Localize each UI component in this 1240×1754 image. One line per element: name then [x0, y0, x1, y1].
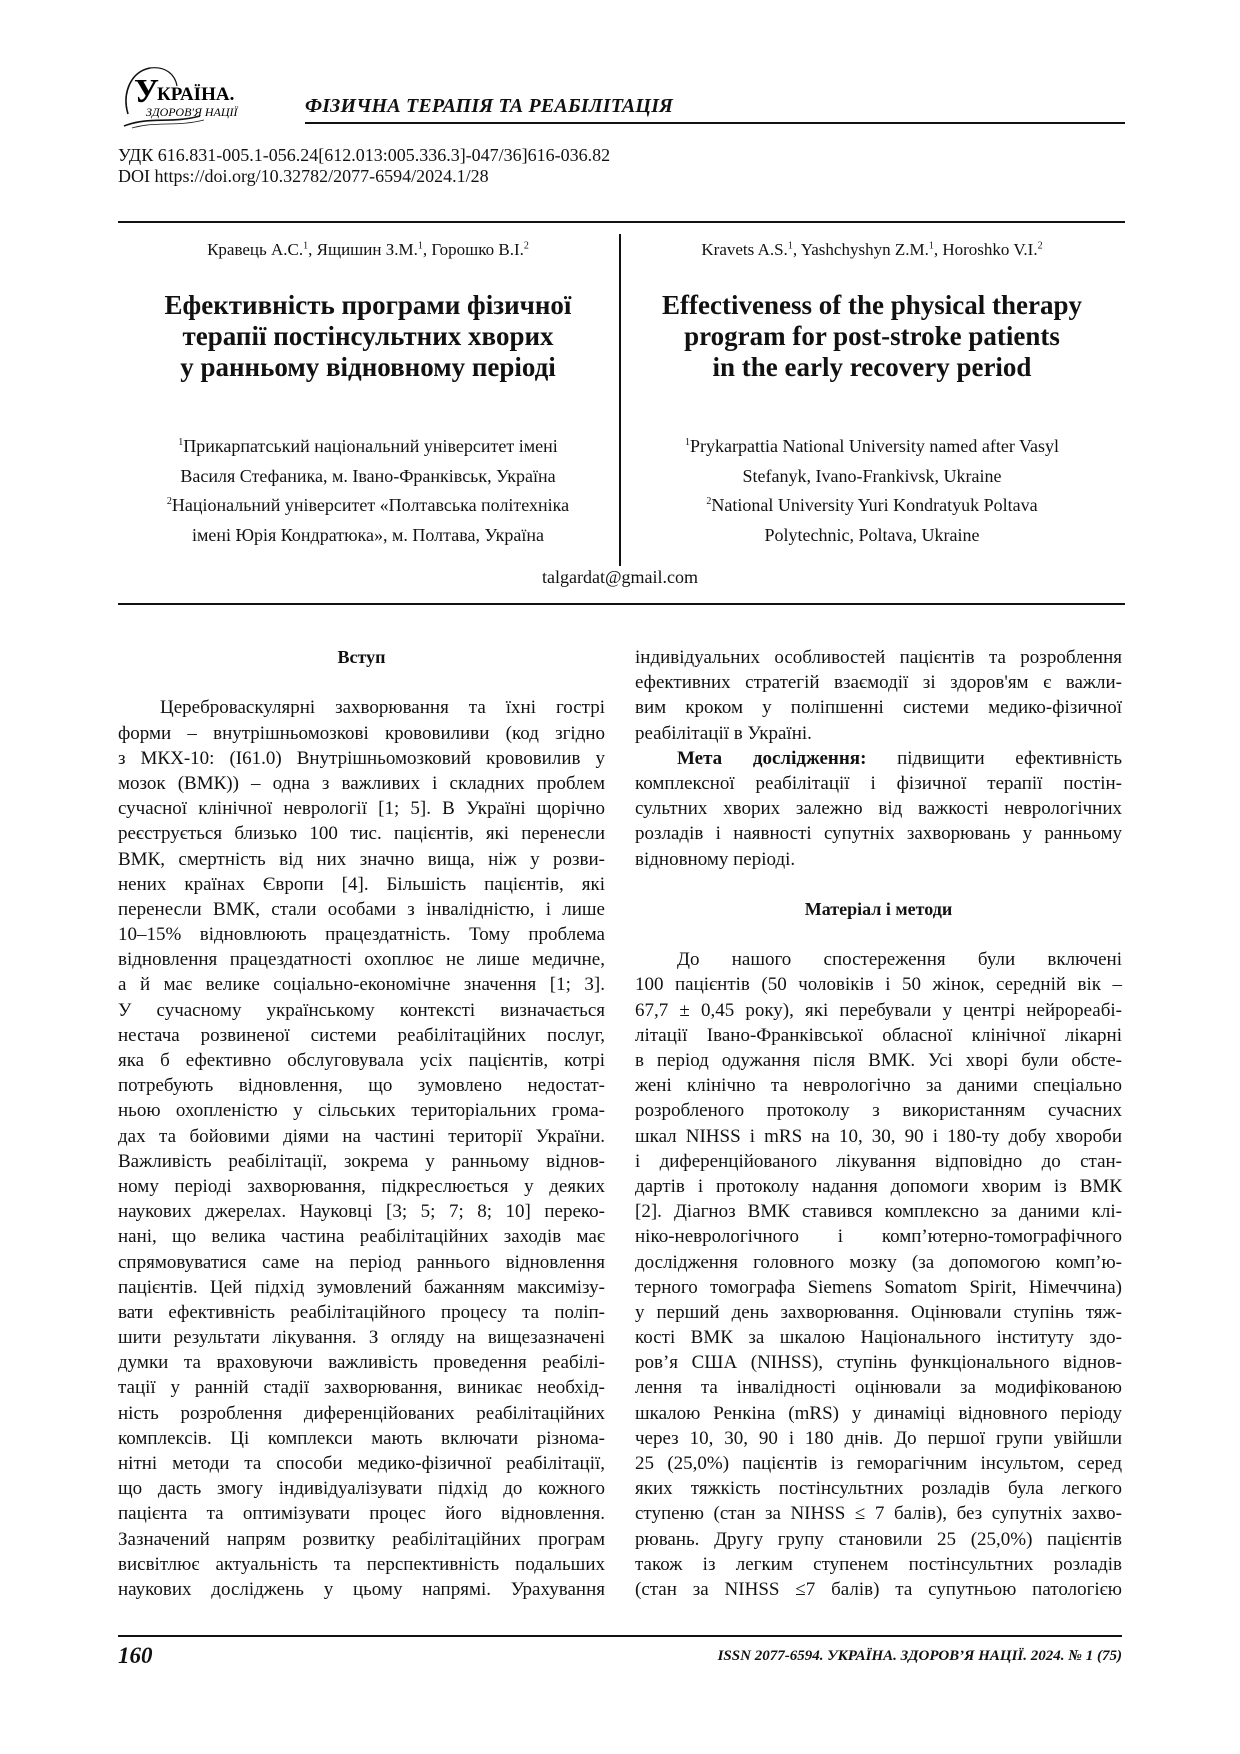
author-name: Yashchyshyn Z.M. — [800, 240, 929, 259]
affiliation-line — [622, 430, 1122, 460]
paragraph-line: Важливість реабілітації, зокрема у ранньому віднов- — [118, 1150, 605, 1172]
author-separator: , — [792, 240, 801, 259]
affiliation-text: Polytechnic, Poltava, Ukraine — [764, 524, 980, 545]
paragraph-line: наукових джерелах. Науковці [3; 5; 7; 8; 10] переко- — [118, 1201, 605, 1223]
affiliation-line — [622, 519, 1122, 549]
footer-rule — [118, 1635, 1122, 1637]
paragraph-line: також із легким ступенем постінсультних розладів — [635, 1553, 1122, 1575]
affiliation-line — [622, 460, 1122, 490]
paragraph-line: комплексів. Ці комплекси мають включати різнома- — [118, 1427, 605, 1449]
affiliation-line — [118, 430, 618, 460]
author-affiliation-mark: 2 — [1037, 240, 1043, 252]
affiliation-text: імені Юрія Кондратюка», м. Полтава, Україна — [192, 524, 544, 545]
paragraph-line: а й має велике соціально-економічне значення [1; 3]. — [118, 974, 605, 996]
paragraph-line: нітні методи та способи медико-фізичної реабілітації, — [118, 1453, 605, 1474]
spacer — [635, 872, 1122, 897]
body-column-left — [118, 645, 605, 1602]
paragraph-line: що дасть змогу індивідуалізувати підхід до кожного — [118, 1478, 605, 1500]
paragraph-line: яка б ефективно обслуговувала усіх пацієнтів, котрі — [118, 1050, 605, 1071]
paragraph-lead: Мета дослідження: — [677, 747, 867, 769]
author-affiliation-mark: 1 — [787, 240, 793, 252]
paragraph-line: з МКХ-10: (I61.0) Внутрішньомозковий крововилив у — [118, 747, 605, 769]
title-line: Effectiveness of the physical therapy — [662, 290, 1082, 320]
paragraph-line-text: підвищити ефективність — [866, 747, 1122, 769]
author-separator: , — [308, 240, 317, 259]
paragraph-line: 100 пацієнтів (50 чоловіків і 50 жінок, середній вік – — [635, 974, 1122, 996]
section-heading: Матеріал і методи — [804, 898, 953, 919]
paragraph-line: До нашого спостереження були включені — [677, 949, 1122, 971]
paragraph-line: вим кроком у поліпшенні системи медико-фізичної — [635, 697, 1122, 719]
paragraph-line: у перший день захворювання. Оцінювали ступінь тяж- — [635, 1301, 1122, 1323]
paragraph-line: наукових досліджень у цьому напрямі. Урахування — [118, 1578, 605, 1600]
svg-text:У: У — [134, 73, 159, 110]
author-affiliation-mark: 2 — [523, 240, 529, 252]
affiliations-ua — [118, 430, 618, 548]
affiliation-text: Stefanyk, Ivano-Frankivsk, Ukraine — [742, 465, 1002, 486]
affiliation-line — [118, 460, 618, 490]
svg-text:ЗДОРОВ'Я НАЦІЇ: ЗДОРОВ'Я НАЦІЇ — [146, 105, 238, 119]
paragraph-line: шкалою Ренкіна (mRS) у динаміці відновного періоду — [635, 1402, 1122, 1424]
paragraph-line: дах та бойовими діями на частині території України. — [118, 1125, 605, 1147]
affiliation-number: 1 — [684, 437, 690, 448]
affiliation-text: Прикарпатський національний університет імені — [183, 436, 558, 456]
paragraph-line: яких тяжкість постінсультних розладів була легкого — [635, 1478, 1122, 1500]
section-heading: Вступ — [337, 647, 386, 667]
paragraph-line: нених країнах Європи [4]. Більшість пацієнтів, які — [118, 873, 605, 895]
paragraph-line: ніко-неврологічного і комп’ютерно-томографічного — [635, 1226, 1122, 1248]
body-column-right — [635, 645, 1122, 1602]
page-number: 160 — [118, 1643, 153, 1668]
title-line: Ефективність програми фізичної — [164, 290, 572, 320]
paragraph-line: У сучасному українському контексті визначається — [118, 999, 605, 1021]
paragraph-line: лення та інвалідності оцінювали за модифікованою — [635, 1377, 1122, 1399]
paragraph-line: ров’я США (NIHSS), ступінь функціонального віднов- — [635, 1352, 1122, 1374]
paragraph-line: думки та враховуючи важливість проведення реабілі- — [118, 1352, 605, 1374]
author-name: Горошко В.І. — [431, 240, 524, 259]
paragraph-line: відновному періоді. — [635, 848, 796, 870]
author-name: Kravets A.S. — [701, 240, 788, 259]
paragraph-line: 10–15% відновлюють працездатність. Тому проблема — [118, 924, 605, 946]
paragraph-line: жені клінічно та неврологічно за даними спеціально — [635, 1075, 1122, 1097]
paragraph-line: терного томографа Siemens Somatom Spirit, Німеччина) — [635, 1276, 1122, 1298]
doi-link[interactable]: DOI https://doi.org/10.32782/2077-6594/2024.1/28 — [118, 166, 489, 186]
affiliations-en — [622, 430, 1122, 548]
author-affiliation-mark: 1 — [303, 240, 309, 252]
title-line: in the early recovery period — [712, 352, 1032, 382]
paragraph-line: через 10, 30, 90 і 180 днів. До першої групи увійшли — [635, 1427, 1122, 1449]
paragraph-line: [2]. Діагноз ВМК ставився комплексно за даними клі- — [635, 1201, 1122, 1223]
journal-logo-image — [120, 64, 285, 130]
paragraph-line: кості ВМК за шкалою Національного інституту здо- — [635, 1327, 1122, 1349]
spacer — [635, 922, 1122, 947]
affiliation-text: National University Yuri Kondratyuk Poltava — [711, 495, 1038, 515]
author-affiliation-mark: 1 — [928, 240, 934, 252]
paragraph-line: розробленого протоколу з використанням сучасних — [635, 1100, 1122, 1122]
paragraph-line — [635, 746, 1122, 771]
affiliation-line — [118, 519, 618, 549]
paragraph-line: (стан за NIHSS ≤7 балів) та супутньою патологією — [635, 1578, 1122, 1600]
paragraph-line: реєструється близько 100 тис. пацієнтів, які перенесли — [118, 823, 605, 845]
author-separator: , — [422, 240, 432, 259]
spacer — [118, 670, 605, 695]
paragraph-line: спрямовуватися саме на період раннього відновлення — [118, 1251, 605, 1273]
paragraph-line: дартів і протоколу надання допомоги хворим із ВМК — [635, 1175, 1122, 1197]
paragraph-line: ступеню (стан за NIHSS ≤ 7 балів), без супутніх захво- — [635, 1503, 1122, 1525]
paragraph-line: ному періоді захворювання, підкреслюється у деяких — [118, 1175, 605, 1197]
journal-logo — [120, 64, 285, 130]
affiliation-line — [118, 489, 618, 519]
paragraph-line: Зазначений напрям розвитку реабілітаційних програм — [118, 1528, 605, 1550]
affiliation-number: 2 — [706, 496, 712, 507]
svg-text:КРАЇНА.: КРАЇНА. — [157, 84, 235, 105]
authors-ua — [118, 240, 618, 260]
paragraph-line: форми – внутрішньомозкові крововиливи (код згідно — [118, 722, 605, 744]
author-name: Horoshko V.I. — [942, 240, 1038, 259]
title-block-top-rule — [118, 221, 1125, 223]
author-affiliation-mark: 1 — [417, 240, 423, 252]
paragraph-line: літації Івано-Франківської обласної клінічної лікарні — [635, 1024, 1122, 1046]
affiliation-line — [622, 489, 1122, 519]
title-line: program for post-stroke patients — [684, 321, 1060, 351]
title-line: терапії постінсультних хворих — [182, 321, 554, 351]
paragraph-line: шкал NIHSS і mRS на 10, 30, 90 і 180-ту добу хвороби — [635, 1125, 1122, 1147]
paragraph-line: пацієнтів. Цей підхід зумовлений бажанням максимізу- — [118, 1276, 605, 1298]
paragraph-line: розладів і наявності супутніх захворювань у ранньому — [635, 823, 1122, 845]
paragraph-line: шити результати лікування. З огляду на вищезазначені — [118, 1327, 605, 1349]
paragraph-line: сучасної клінічної неврології [1; 5]. В Україні щорічно — [118, 798, 605, 820]
journal-section-title: ФІЗИЧНА ТЕРАПІЯ ТА РЕАБІЛІТАЦІЯ — [305, 95, 674, 117]
paragraph-line: і диференційованого лікування відповідно до стан- — [635, 1150, 1122, 1172]
paragraph-line: потребують відновлення, що зумовлено недостат- — [118, 1075, 605, 1097]
paragraph-line: ВМК, смертність від них значно вища, ніж у розви- — [118, 848, 605, 870]
affiliation-number: 1 — [178, 437, 184, 448]
paragraph-line: вати ефективність реабілітаційного процесу та поліп- — [118, 1301, 605, 1323]
contact-email[interactable]: talgardat@gmail.com — [541, 567, 699, 587]
article-title-en — [622, 290, 1122, 383]
journal-issn-footer: ISSN 2077-6594. УКРАЇНА. ЗДОРОВ’Я НАЦІЇ. 2024. № 1 (75) — [717, 1648, 1122, 1664]
paragraph-line: висвітлює актуальність та перспективність подальших — [118, 1553, 605, 1575]
affiliation-text: Василя Стефаника, м. Івано-Франківськ, Україна — [180, 465, 556, 486]
paragraph-line: реабілітації в Україні. — [635, 722, 812, 744]
paragraph-line: нані, що велика частина реабілітаційних заходів має — [118, 1226, 605, 1248]
paragraph-line: тації у ранній стадії захворювання, виникає необхід- — [118, 1377, 605, 1399]
paragraph-line: ність розроблення диференційованих реабілітаційних — [118, 1402, 605, 1424]
paragraph-line: мозок (ВМК)) – одна з важливих і складних проблем — [118, 772, 605, 794]
title-line: у ранньому відновному періоді — [180, 352, 556, 382]
affiliation-text: Prykarpattia National University named after Vasyl — [689, 436, 1060, 456]
paragraph-line: відновлення працездатності охоплює не лише медичне, — [118, 949, 605, 971]
paragraph-line: рювань. Другу групу становили 25 (25,0%) пацієнтів — [635, 1528, 1122, 1550]
udk-code: УДК 616.831-005.1-056.24[612.013:005.336.3]-047/36]616-036.82 — [118, 145, 611, 165]
paragraph-line: ефективних стратегій взаємодії зі здоров'ям є важли- — [635, 672, 1122, 694]
paragraph-line: в період одужання після ВМК. Усі хворі були обсте- — [635, 1050, 1122, 1071]
paragraph-line: комплексної реабілітації і фізичної терапії постін- — [635, 772, 1122, 794]
article-title-ua — [118, 290, 618, 383]
language-divider — [619, 234, 621, 566]
authors-en — [622, 240, 1122, 260]
author-name: Ящишин З.М. — [316, 240, 418, 259]
paragraph-line: перенесли ВМК, стали особами з інвалідністю, і лише — [118, 898, 605, 920]
author-separator: , — [933, 240, 943, 259]
author-name: Кравець А.С. — [207, 240, 304, 259]
paragraph-line: індивідуальних особливостей пацієнтів та розроблення — [635, 647, 1122, 668]
paragraph-line: Цереброваскулярні захворювання та їхні гострі — [160, 697, 605, 719]
paragraph-line: 25 (25,0%) пацієнтів із геморагічним інсультом, серед — [635, 1453, 1122, 1474]
affiliation-text: Національний університет «Полтавська політехніка — [171, 495, 570, 515]
paragraph-line: нестача розвиненої системи реабілітаційних послуг, — [118, 1024, 605, 1046]
paragraph-line: 67,7 ± 0,45 року), які перебували у центрі нейрореабі- — [635, 999, 1122, 1021]
paragraph-line: пацієнта та оптимізувати процес його відновлення. — [118, 1503, 605, 1525]
paragraph-line: сультних хворих залежно від важкості неврологічних — [635, 798, 1122, 820]
paragraph-line: ньою охопленістю у сільських територіальних грома- — [118, 1100, 605, 1122]
affiliation-number: 2 — [166, 496, 172, 507]
header-rule — [305, 122, 1125, 124]
paragraph-line: дослідження головного мозку (за допомогою комп’ю- — [635, 1251, 1122, 1273]
title-block-bottom-rule — [118, 603, 1125, 605]
